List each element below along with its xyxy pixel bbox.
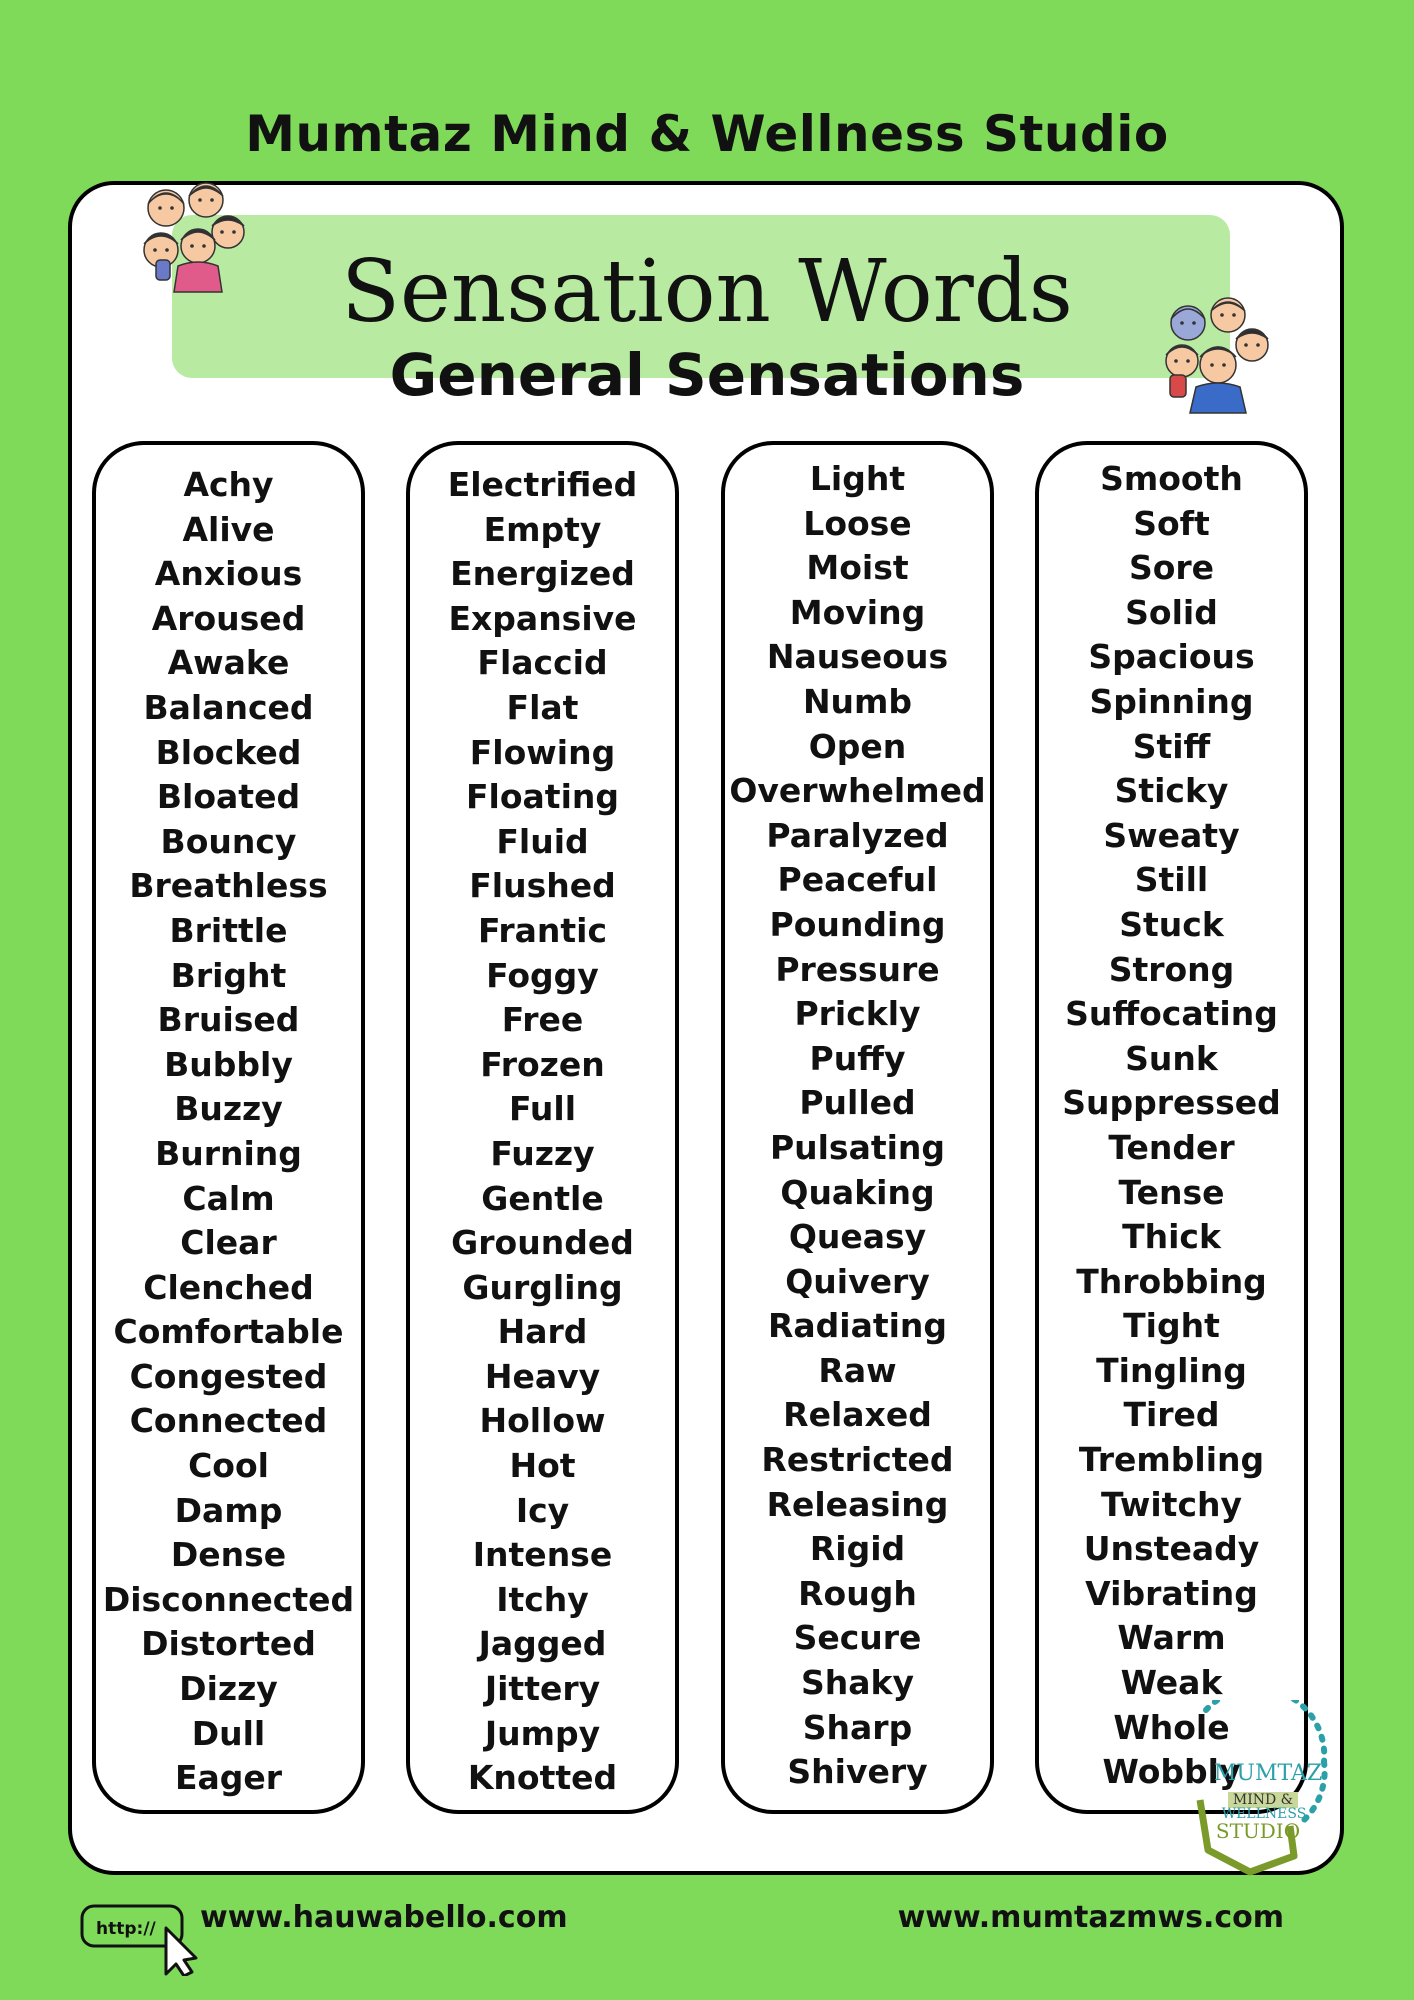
word-list	[410, 463, 675, 1801]
sensation-word: Clear	[180, 1223, 277, 1263]
sensation-word: Bloated	[156, 777, 301, 817]
studio-name: Mumtaz Mind & Wellness Studio	[245, 105, 1169, 163]
sensation-word: Spinning	[1089, 681, 1254, 721]
sensation-word: Nauseous	[766, 637, 949, 677]
sensation-word: Moving	[789, 592, 926, 632]
footer-link-hauwabello[interactable]: www.hauwabello.com	[200, 1900, 568, 1935]
sensation-word: Flowing	[469, 732, 616, 772]
sensation-word: Open	[808, 726, 907, 766]
sensation-word: Burning	[155, 1133, 302, 1173]
sensation-word: Jumpy	[484, 1713, 601, 1753]
sensation-word: Restricted	[761, 1440, 954, 1480]
sensation-word: Weak	[1120, 1663, 1223, 1703]
sensation-word: Rough	[798, 1573, 917, 1613]
sensation-word: Trembling	[1078, 1440, 1265, 1480]
sensation-word: Comfortable	[113, 1312, 344, 1352]
sensation-word: Bruised	[157, 1000, 300, 1040]
word-list	[1039, 457, 1304, 1795]
sensation-word: Sharp	[802, 1707, 913, 1747]
sensation-word: Buzzy	[174, 1089, 283, 1129]
sensation-word: Floating	[466, 777, 619, 817]
sensation-word: Numb	[802, 681, 913, 721]
sensation-word: Dense	[170, 1535, 287, 1575]
sensation-word: Quivery	[785, 1261, 930, 1301]
sensation-word: Solid	[1125, 592, 1218, 632]
sensation-word: Tired	[1123, 1395, 1220, 1435]
sensation-word: Tingling	[1096, 1350, 1247, 1390]
sensation-word: Gentle	[481, 1178, 604, 1218]
sensation-word: Queasy	[788, 1217, 927, 1257]
sensation-word: Moist	[806, 548, 909, 588]
sensation-word: Sore	[1128, 548, 1215, 588]
sensation-word: Suppressed	[1062, 1083, 1281, 1123]
sensation-word: Bubbly	[164, 1044, 293, 1084]
sensation-word: Foggy	[486, 955, 599, 995]
sensation-word: Sunk	[1125, 1038, 1218, 1078]
sensation-word: Alive	[182, 509, 275, 549]
sensation-word: Flaccid	[477, 643, 608, 683]
sensation-word: Clenched	[143, 1267, 314, 1307]
sensation-word: Dizzy	[179, 1669, 278, 1709]
sensation-word: Tense	[1118, 1172, 1225, 1212]
group-of-people-illustration	[1158, 295, 1278, 417]
word-column-3	[721, 441, 994, 1814]
sensation-word: Brittle	[169, 910, 288, 950]
studio-logo	[1186, 1700, 1336, 1880]
sensation-word: Intense	[472, 1535, 613, 1575]
sensation-word: Throbbing	[1076, 1261, 1267, 1301]
sensation-word: Rigid	[809, 1529, 906, 1569]
sensation-word: Fluid	[496, 821, 589, 861]
sensation-word: Light	[809, 459, 906, 498]
sensation-word: Loose	[803, 503, 912, 543]
sensation-word: Prickly	[794, 994, 921, 1034]
sensation-word: Vibrating	[1085, 1573, 1258, 1613]
sensation-word: Still	[1134, 860, 1209, 900]
sensation-word: Soft	[1133, 503, 1210, 543]
sensation-word: Bright	[170, 955, 287, 995]
sensation-word: Flat	[506, 687, 579, 727]
sensation-word: Shivery	[787, 1752, 928, 1792]
footer-link-mumtazmws[interactable]: www.mumtazmws.com	[897, 1900, 1284, 1935]
sensation-word: Overwhelmed	[729, 771, 986, 811]
sensation-word: Full	[508, 1089, 576, 1129]
sensation-word: Paralyzed	[766, 815, 949, 855]
sensation-word: Disconnected	[102, 1579, 355, 1619]
sensation-word: Shaky	[801, 1663, 914, 1703]
sensation-word: Energized	[450, 554, 635, 594]
sensation-word: Tender	[1108, 1127, 1235, 1167]
sensation-word: Calm	[182, 1178, 275, 1218]
sensation-word: Whole	[1113, 1707, 1230, 1747]
sensation-word: Itchy	[496, 1579, 589, 1619]
sensation-word: Smooth	[1100, 459, 1243, 498]
sensation-word: Knotted	[467, 1758, 618, 1798]
sensation-word: Pulsating	[769, 1127, 946, 1167]
sensation-word: Congested	[129, 1356, 328, 1396]
sensation-word: Bouncy	[160, 821, 297, 861]
sensation-word: Pulled	[799, 1083, 916, 1123]
sensation-word: Peaceful	[777, 860, 938, 900]
sensation-word: Puffy	[809, 1038, 906, 1078]
sensation-word: Relaxed	[783, 1395, 932, 1435]
sensation-word: Anxious	[154, 554, 303, 594]
sensation-word: Twitchy	[1100, 1484, 1243, 1524]
word-column-2	[406, 441, 679, 1814]
http-link-icon	[80, 1900, 204, 1976]
sensation-word: Stuck	[1119, 904, 1224, 944]
word-column-1	[92, 441, 365, 1814]
word-list	[725, 457, 990, 1795]
sensation-word: Gurgling	[462, 1267, 623, 1307]
logo-text-4: STUDIO	[1215, 1819, 1301, 1843]
sensation-word: Secure	[793, 1618, 922, 1658]
logo-text-2: MIND &	[1232, 1792, 1294, 1808]
sensation-word: Tight	[1123, 1306, 1220, 1346]
sensation-word: Hard	[497, 1312, 588, 1352]
sensation-word: Unsteady	[1083, 1529, 1260, 1569]
http-badge-text: http://	[96, 1919, 156, 1939]
sensation-word: Expansive	[448, 598, 637, 638]
sensation-word: Spacious	[1088, 637, 1255, 677]
sensation-word: Aroused	[151, 598, 306, 638]
sensation-word: Raw	[818, 1350, 897, 1390]
sensation-word: Jittery	[484, 1669, 601, 1709]
page-title: Sensation Words	[341, 242, 1073, 342]
sensation-word: Achy	[183, 465, 274, 504]
word-list	[96, 463, 361, 1801]
sensation-word: Damp	[174, 1490, 283, 1530]
sensation-word: Hollow	[479, 1401, 606, 1441]
sensation-word: Fuzzy	[490, 1133, 595, 1173]
sensation-word: Warm	[1117, 1618, 1226, 1658]
sensation-word: Heavy	[484, 1356, 601, 1396]
sensation-word: Hot	[509, 1446, 576, 1486]
sensation-word: Jagged	[478, 1624, 607, 1664]
sensation-word: Breathless	[129, 866, 328, 906]
sensation-word: Frantic	[477, 910, 608, 950]
sensation-word: Cool	[188, 1446, 269, 1486]
sensation-word: Grounded	[451, 1223, 634, 1263]
sensation-word: Distorted	[141, 1624, 316, 1664]
sensation-word: Dull	[191, 1713, 266, 1753]
sensation-word: Icy	[515, 1490, 570, 1530]
sensation-word: Connected	[129, 1401, 328, 1441]
logo-text-3: WELLNESS	[1221, 1806, 1307, 1822]
sensation-word: Suffocating	[1065, 994, 1278, 1034]
sensation-word: Releasing	[766, 1484, 949, 1524]
sensation-word: Pounding	[769, 904, 946, 944]
sensation-word: Balanced	[143, 687, 314, 727]
sensation-word: Eager	[174, 1758, 283, 1798]
sensation-word: Awake	[167, 643, 290, 683]
sensation-word: Free	[501, 1000, 584, 1040]
sensation-word: Flushed	[469, 866, 616, 906]
sensation-word: Blocked	[155, 732, 302, 772]
logo-text-1: MUMTAZ	[1213, 1761, 1323, 1786]
word-column-4	[1035, 441, 1308, 1814]
sensation-word: Sticky	[1114, 771, 1229, 811]
sensation-word: Radiating	[767, 1306, 948, 1346]
sensation-word: Strong	[1108, 949, 1235, 989]
sensation-word: Stiff	[1132, 726, 1211, 766]
sensation-word: Thick	[1122, 1217, 1221, 1257]
sensation-word: Sweaty	[1103, 815, 1240, 855]
sensation-word: Quaking	[780, 1172, 935, 1212]
sensation-word: Empty	[483, 509, 602, 549]
sensation-word: Electrified	[447, 465, 638, 504]
group-of-people-illustration	[136, 180, 256, 298]
sensation-word: Pressure	[775, 949, 940, 989]
page-subtitle: General Sensations	[389, 341, 1025, 409]
sensation-word: Frozen	[480, 1044, 605, 1084]
sensation-word: Wobbly	[1102, 1752, 1241, 1792]
